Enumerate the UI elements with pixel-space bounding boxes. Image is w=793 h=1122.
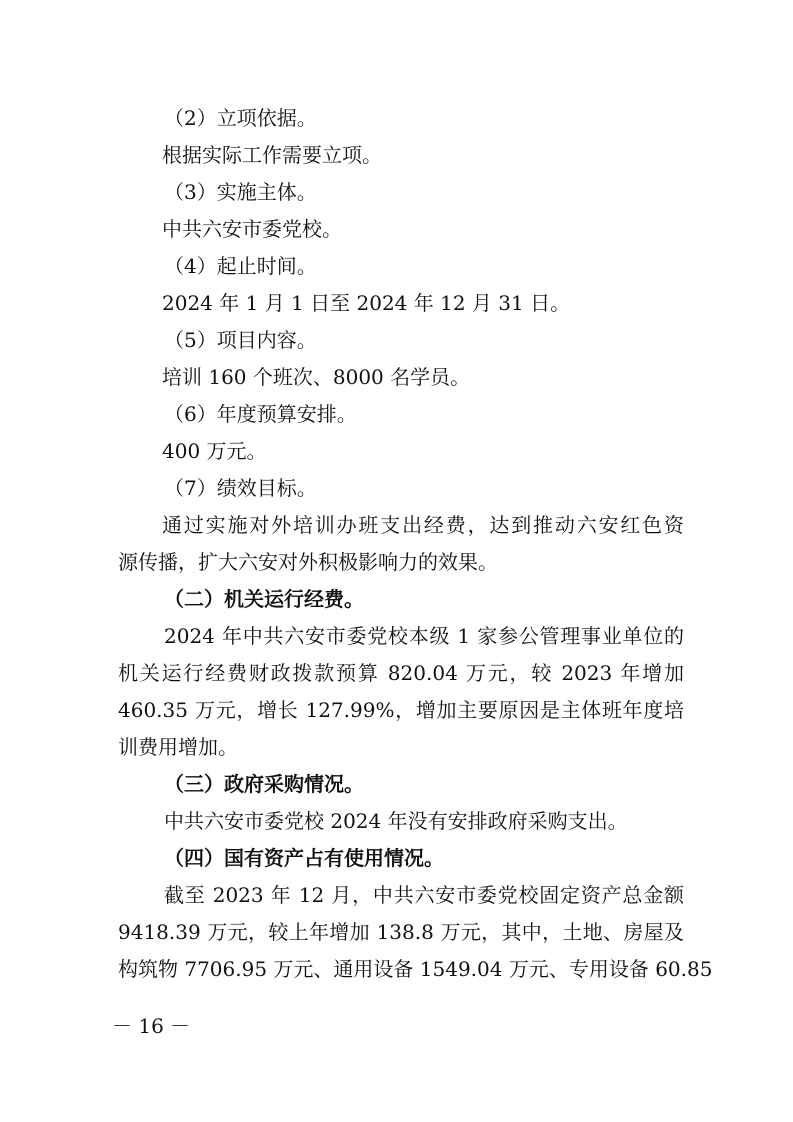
paragraph-line: 训费用增加。 [118, 735, 238, 759]
page-number: － 16 － [112, 1014, 191, 1038]
paragraph-line: 构筑物 7706.95 万元、通用设备 1549.04 万元、专用设备 60.85 [118, 957, 713, 981]
paragraph-line: 截至 2023 年 12 月，中共六安市委党校固定资产总金额 [164, 883, 684, 907]
subheading-basis: （2）立项依据。 [164, 106, 317, 130]
subheading-period: （4）起止时间。 [164, 254, 317, 278]
paragraph-line: 2024 年 1 月 1 日至 2024 年 12 月 31 日。 [162, 291, 571, 315]
document-body [118, 100, 713, 988]
paragraph-line: 9418.39 万元，较上年增加 138.8 万元，其中，土地、房屋及 [118, 920, 684, 944]
subheading-budget: （6）年度预算安排。 [164, 402, 357, 426]
section-heading-operating-funds: （二）机关运行经费。 [164, 587, 364, 611]
paragraph-line: 机关运行经费财政拨款预算 820.04 万元，较 2023 年增加 [118, 661, 684, 685]
paragraph-line: 中共六安市委党校 2024 年没有安排政府采购支出。 [164, 809, 628, 833]
paragraph-line: 根据实际工作需要立项。 [162, 143, 382, 167]
paragraph-line: 通过实施对外培训办班支出经费，达到推动六安红色资 [162, 513, 684, 537]
paragraph-line: 源传播，扩大六安对外积极影响力的效果。 [118, 550, 498, 574]
subheading-content: （5）项目内容。 [164, 328, 317, 352]
paragraph-line: 400 万元。 [162, 439, 267, 463]
section-heading-procurement: （三）政府采购情况。 [164, 772, 364, 796]
paragraph-line: 2024 年中共六安市委党校本级 1 家参公管理事业单位的 [164, 624, 684, 648]
subheading-goal: （7）绩效目标。 [164, 476, 317, 500]
paragraph-line: 460.35 万元，增长 127.99%，增加主要原因是主体班年度培 [118, 698, 684, 722]
paragraph-line: 培训 160 个班次、8000 名学员。 [162, 365, 471, 389]
paragraph-line: 中共六安市委党校。 [162, 217, 342, 241]
subheading-entity: （3）实施主体。 [164, 180, 317, 204]
section-heading-state-assets: （四）国有资产占有使用情况。 [164, 846, 444, 870]
